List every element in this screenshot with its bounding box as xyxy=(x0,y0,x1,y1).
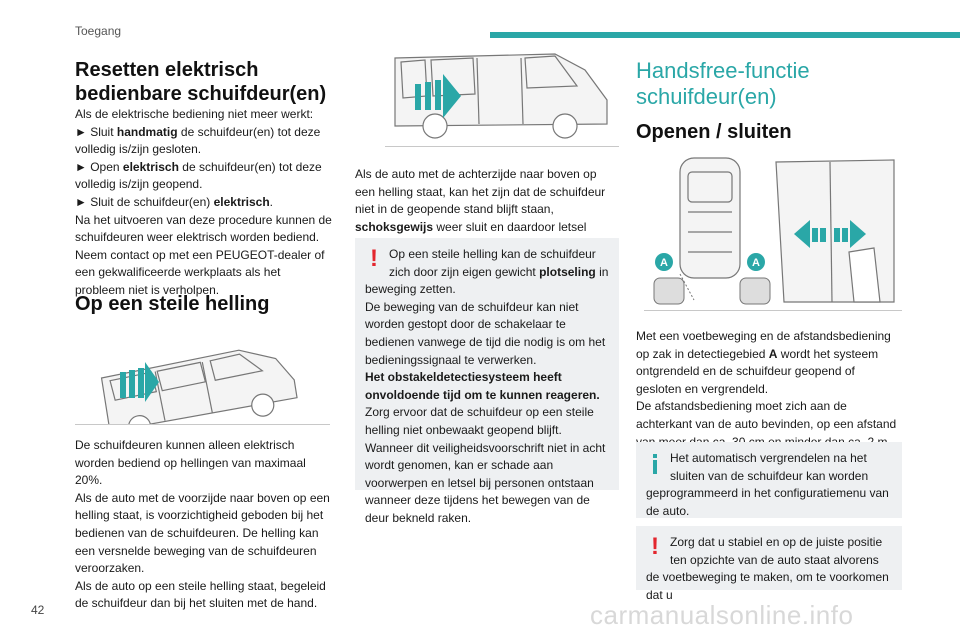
van-door-illustration xyxy=(385,40,619,146)
heading-handsfree: Handsfree-functie schuifdeur(en) xyxy=(636,58,810,109)
warning-text: Zorg dat u stabiel en op de juiste positie ten opzichte van de auto staat alvorens de voetbeweging te maken, om te voorkomen dat u xyxy=(646,535,889,602)
figure-handsfree xyxy=(644,152,902,311)
reset-instructions xyxy=(75,106,333,300)
warning-text: De beweging van de schuifdeur kan niet worden gestopt door de schakelaar te bedienen vanwege de tijd die nodig is om het bedieningssignaal te verwerken. xyxy=(365,299,606,367)
info-note-lock xyxy=(636,442,902,518)
text-line: Als de auto met de voorzijde naar boven op een helling staat, is voorzichtigheid geboden bij het bedienen van de schuifdeuren. De helling kan een versnelde beweging van de schuifdeuren veroorzaken. xyxy=(75,490,330,576)
warning-icon: ! xyxy=(651,533,659,560)
info-icon xyxy=(646,452,664,474)
heading-steep-slope: Op een steile helling xyxy=(75,293,270,315)
warning-text: Het obstakeldetectiesysteem heeft onvoldoende tijd om te kunnen reageren. xyxy=(365,370,600,402)
header-title: Toegang xyxy=(75,24,122,38)
text-line: ► Sluit handmatig de schuifdeur(en) tot deze volledig is/zijn gesloten. xyxy=(75,124,321,157)
warning-text: Op een steile helling kan de schuifdeur zich door zijn eigen gewicht plotseling in beweging zetten. xyxy=(365,247,609,297)
warning-text: Zorg ervoor dat de schuifdeur op een steile helling niet onbewaakt geopend blijft. Wanneer dit veiligheidsvoorschrift niet in acht wordt genomen, kan er schade aan voorwerpen en letsel bij personen ontstaan wanneer deze tijdens het bewegen van de deur bekneld raken. xyxy=(365,405,606,525)
warning-note-stability xyxy=(636,526,902,602)
text-line: ► Sluit de schuifdeur(en) elektrisch. xyxy=(75,194,273,209)
watermark: carmanualsonline.info xyxy=(590,600,854,630)
handsfree-text xyxy=(636,328,900,451)
zone-label-a: A xyxy=(752,257,760,269)
header-accent-bar xyxy=(490,32,960,38)
warning-note-slope xyxy=(355,238,619,525)
zone-marker xyxy=(655,253,673,271)
info-text: Het automatisch vergrendelen na het sluiten van de schuifdeur kan worden geprogrammeerd in het configuratiemenu van de auto. xyxy=(646,451,889,518)
text-line: Als de elektrische bediening niet meer werkt: xyxy=(75,107,314,121)
text-line: Na het uitvoeren van deze procedure kunnen de schuifdeuren weer elektrisch worden bediend. xyxy=(75,212,332,245)
slope-text xyxy=(75,437,333,613)
warning-icon: ! xyxy=(370,245,378,272)
heading-open-close: Openen / sluiten xyxy=(636,121,792,143)
zone-marker xyxy=(747,253,765,271)
remote-key-icon xyxy=(654,278,770,304)
handsfree-illustration xyxy=(644,152,902,310)
text-line: Als de auto op een steile helling staat, begeleid de schuifdeur dan bij het sluiten met de hand. xyxy=(75,578,326,611)
page-number: 42 xyxy=(31,603,45,617)
text-line: De afstandsbediening moet zich aan de achterkant van de auto bevinden, op een afstand xyxy=(636,399,897,431)
text-line: Neem contact op met een PEUGEOT-dealer of een gekwalificeerde werkplaats als het probleem niet is verholpen. xyxy=(75,247,325,297)
text-line: Met een voetbeweging en de afstandsbediening op zak in detectiegebied A wordt het systeem ontgrendeld en de schuifdeur geopend of gesloten en vergrendeld. xyxy=(636,329,891,396)
figure-van-door-open xyxy=(385,40,619,147)
figure-van-on-slope xyxy=(75,332,330,425)
rear-slope-paragraph: Als de auto met de achterzijde naar boven op een helling staat, kan het zijn dat de schuifdeur niet in de geopende stand blijft staan, schoksgewijs weer sluit en daardoor letsel xyxy=(355,167,606,234)
zone-label-a: A xyxy=(660,257,668,269)
van-slope-illustration xyxy=(75,332,330,424)
heading-reset: Resetten elektrisch bedienbare schuifdeur(en) xyxy=(75,59,327,105)
text-line: ► Open elektrisch de schuifdeur(en) tot deze volledig is/zijn geopend. xyxy=(75,159,322,192)
text-line: De schuifdeuren kunnen alleen elektrisch worden bediend op hellingen van maximaal 20%. xyxy=(75,438,306,488)
